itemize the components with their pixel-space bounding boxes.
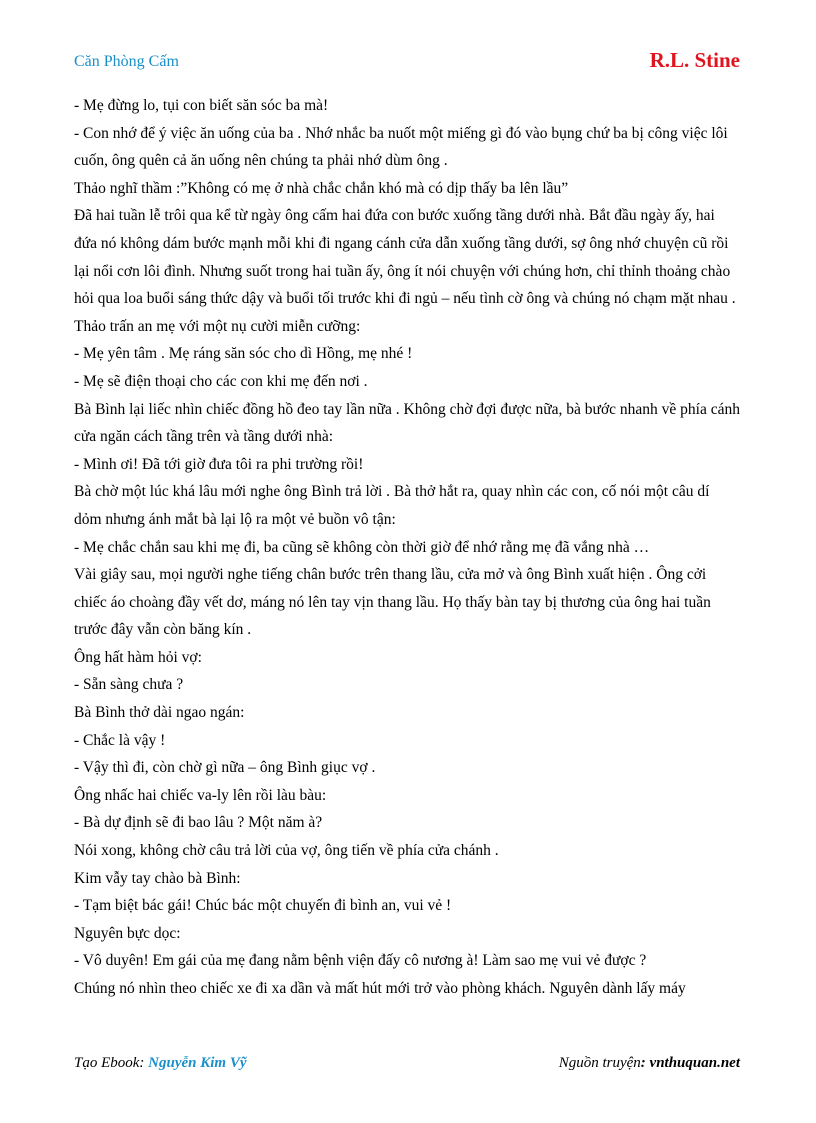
author-name: R.L. Stine xyxy=(649,48,740,72)
paragraph: - Con nhớ để ý việc ăn uống của ba . Nhớ nhắc ba nuốt một miếng gì đó vào bụng chứ ba bị công việc lôi cuốn, ông quên cả ăn uống nên chúng ta phải nhớ dùm ông . xyxy=(74,124,728,170)
paragraph: Kim vẫy tay chào bà Bình: xyxy=(74,869,241,887)
paragraph: Vài giây sau, mọi người nghe tiếng chân bước trên thang lầu, cửa mở và ông Bình xuất hiện . Ông cởi chiếc áo choàng đầy vết dơ, máng nó lên tay vịn thang lầu. Họ thấy bàn tay bị thương của ông hai tuần trước đây vẫn còn băng kín . xyxy=(74,566,711,639)
source-site: vnthuquan.net xyxy=(649,1055,740,1071)
paragraph: Đã hai tuần lễ trôi qua kể từ ngày ông cấm hai đứa con bước xuống tầng dưới nhà. Bắt đầu ngày ấy, hai đứa nó không dám bước mạnh mỗi khi đi ngang cánh cửa dẫn xuống tầng dưới, sợ ông nhớ chuyện cũ rồi lại nổi cơn lôi đình. Nhưng suốt trong hai tuần ấy, ông ít nói chuyện với chúng hơn, chỉ thỉnh thoảng chào hỏi qua loa buổi sáng thức dậy và buổi tối trước khi đi ngủ – nếu tình cờ ông và chúng nó chạm mặt nhau . xyxy=(74,207,736,308)
paragraph: Chúng nó nhìn theo chiếc xe đi xa dần và mất hút mới trở vào phòng khách. Nguyên dành lấy máy xyxy=(74,980,686,997)
paragraph: Nguyên bực dọc: xyxy=(74,924,181,942)
paragraph: - Vậy thì đi, còn chờ gì nữa – ông Bình giục vợ . xyxy=(74,759,376,777)
paragraph: - Chắc là vậy ! xyxy=(74,731,166,749)
paragraph: - Mẹ chắc chắn sau khi mẹ đi, ba cũng sẽ không còn thời giờ để nhớ rằng mẹ đã vắng nhà … xyxy=(74,538,650,556)
book-title: Căn Phòng Cấm xyxy=(74,53,179,70)
paragraph: - Sẵn sàng chưa ? xyxy=(74,676,184,694)
paragraph: Nói xong, không chờ câu trả lời của vợ, ông tiến về phía cửa chánh . xyxy=(74,842,499,860)
ebook-creator: Nguyễn Kim Vỹ xyxy=(148,1055,247,1071)
paragraph: Bà chờ một lúc khá lâu mới nghe ông Bình trả lời . Bà thở hắt ra, quay nhìn các con, cố nói một câu dí dỏm nhưng ánh mắt bà lại lộ ra một vẻ buồn vô tận: xyxy=(74,483,710,528)
paragraph: Ông hất hàm hỏi vợ: xyxy=(74,648,202,666)
source-label: Nguồn truyện xyxy=(558,1055,641,1071)
paragraph: - Mình ơi! Đã tới giờ đưa tôi ra phi trường rồi! xyxy=(74,455,364,473)
page-body xyxy=(74,92,740,1003)
paragraph: - Tạm biệt bác gái! Chúc bác một chuyến đi bình an, vui vẻ ! xyxy=(74,897,452,915)
ebook-label: Tạo Ebook xyxy=(74,1055,140,1071)
paragraph: Bà Bình thở dài ngao ngán: xyxy=(74,704,245,722)
paragraph: Thảo trấn an mẹ với một nụ cười miễn cưỡng: xyxy=(74,317,361,335)
page-header xyxy=(74,48,740,78)
paragraph: - Mẹ sẽ điện thoại cho các con khi mẹ đến nơi . xyxy=(74,372,368,390)
ebook-credit xyxy=(74,1055,247,1072)
paragraph: Thảo nghĩ thầm :”Không có mẹ ở nhà chắc chắn khó mà có dịp thấy ba lên lầu” xyxy=(74,179,569,197)
paragraph: - Mẹ đừng lo, tụi con biết săn sóc ba mà! xyxy=(74,97,329,114)
source-separator: : xyxy=(640,1055,650,1071)
paragraph: - Bà dự định sẽ đi bao lâu ? Một năm à? xyxy=(74,814,323,832)
page-footer xyxy=(74,1055,740,1077)
paragraph: Bà Bình lại liếc nhìn chiếc đồng hồ đeo tay lần nữa . Không chờ đợi được nữa, bà bước nhanh về phía cánh cửa ngăn cách tầng trên và tầng dưới nhà: xyxy=(74,400,740,446)
paragraph: - Mẹ yên tâm . Mẹ ráng săn sóc cho dì Hồng, mẹ nhé ! xyxy=(74,345,413,363)
source-credit xyxy=(559,1055,740,1072)
paragraph: - Vô duyên! Em gái của mẹ đang nằm bệnh viện đấy cô nương à! Làm sao mẹ vui vẻ được ? xyxy=(74,952,647,970)
paragraph: Ông nhấc hai chiếc va-ly lên rồi làu bàu: xyxy=(74,786,327,804)
ebook-separator: : xyxy=(139,1055,149,1071)
